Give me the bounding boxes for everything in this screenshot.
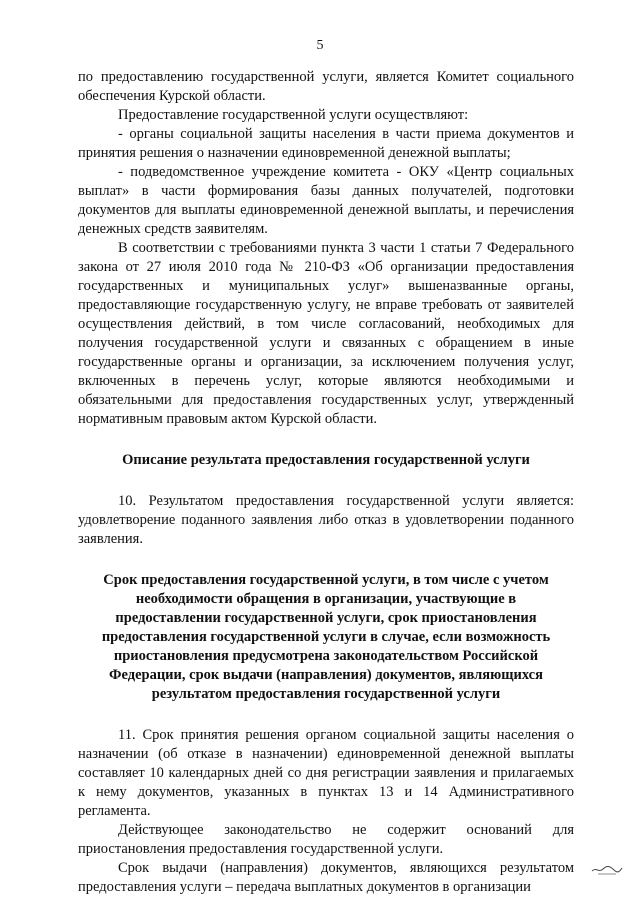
paragraph: - органы социальной защиты населения в части приема документов и принятия решения о назначении единовременной денежной выплаты;	[78, 126, 574, 161]
paragraph: Действующее законодательство не содержит оснований для приостановления предоставления государственной услуги.	[78, 822, 574, 857]
paragraph: Срок выдачи (направления) документов, являющихся результатом предоставления услуги – передача выплатных документов в организации	[78, 860, 574, 895]
page-number: 5	[316, 38, 324, 53]
section-heading-result: Описание результата предоставления государственной услуги	[122, 452, 530, 468]
paragraph: Предоставление государственной услуги осуществляют:	[118, 107, 469, 123]
section-3	[78, 726, 574, 897]
section-2	[78, 492, 574, 549]
section-1	[78, 68, 574, 429]
handwritten-mark	[590, 862, 624, 876]
paragraph: по предоставлению государственной услуги, является Комитет социального обеспечения Курской области.	[78, 69, 574, 104]
paragraph: 11. Срок принятия решения органом социальной защиты населения о назначении (об отказе в назначении) единовременной денежной выплаты составляет 10 календарных дней со дня регистрации заявления и прилагаемых к нему документов, указанных в пунктах 13 и 14 Административного регламента.	[78, 727, 574, 819]
paragraph: 10. Результатом предоставления государственной услуги является: удовлетворение поданного заявления либо отказ в удовлетворении поданного заявления.	[78, 493, 574, 547]
section-heading-term: Срок предоставления государственной услуги, в том числе с учетом необходимости обращения в организации, участвующие в предоставлении государственной услуги, срок приостановления предоставления государственной услуги в случае, если возможность приостановления предусмотрена законодательством Российской Федерации, срок выдачи (направления) документов, являющихся результатом предоставления государственной услуги	[101, 572, 551, 702]
paragraph: - подведомственное учреждение комитета - ОКУ «Центр социальных выплат» в части формирования базы данных получателей, подготовки документов для выплаты единовременной денежной выплаты, и перечисления денежных средств заявителям.	[78, 164, 574, 237]
page-content	[78, 68, 574, 897]
paragraph: В соответствии с требованиями пункта 3 части 1 статьи 7 Федерального закона от 27 июля 2010 года № 210-ФЗ «Об организации предоставления государственных и муниципальных услуг» вышеназванные органы, предоставляющие государственную услугу, не вправе требовать от заявителей осуществления действий, в том числе согласований, необходимых для получения государственной услуги и связанных с обращением в иные государственные органы и организации, за исключением получения услуг, включенных в перечень услуг, которые являются необходимыми и обязательными для предоставления государственных услуг, утвержденный нормативным правовым актом Курской области.	[78, 240, 574, 427]
